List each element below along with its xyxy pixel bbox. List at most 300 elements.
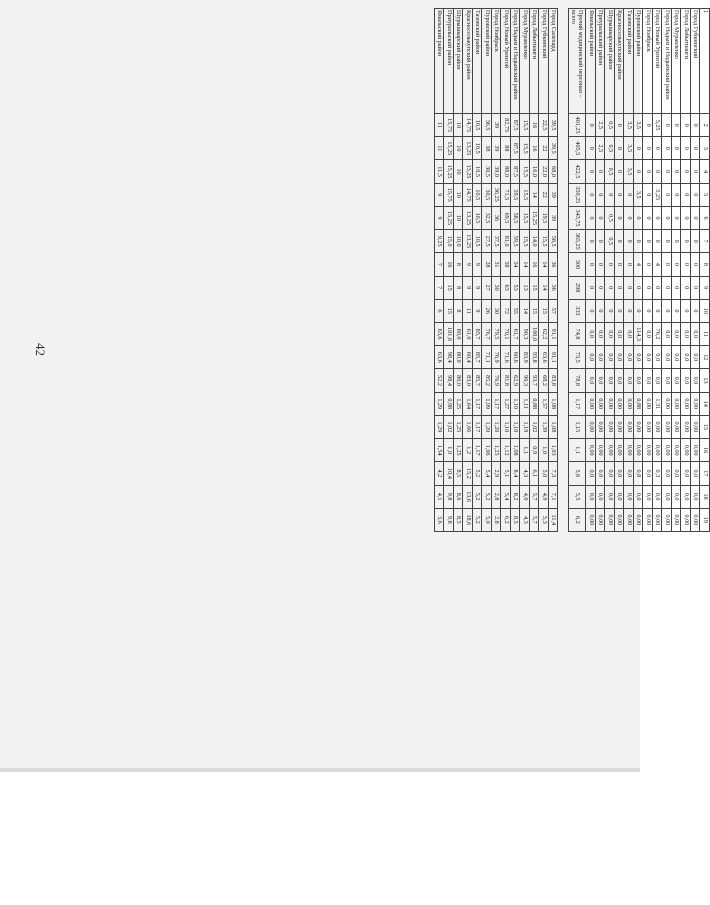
table-cell: 0,00 — [605, 415, 615, 438]
column-header: 6 — [700, 206, 710, 229]
table-cell: 10 — [454, 206, 464, 229]
table-cell: 0,0 — [586, 462, 596, 485]
table-cell: 0 — [634, 299, 644, 322]
table-cell: 15,25 — [530, 206, 540, 229]
table-cell: 0,0 — [681, 346, 691, 369]
table-cell: 0 — [634, 206, 644, 229]
table-cell: 0,00 — [596, 508, 606, 531]
table-cell: 82,75 — [501, 114, 511, 137]
table-cell: 0,0 — [643, 485, 653, 508]
table-cell: 0,0 — [586, 322, 596, 345]
table-cell: 15,0 — [444, 230, 454, 253]
table-cell: 0,00 — [605, 392, 615, 415]
table-cell: 0,0 — [586, 369, 596, 392]
table-cell: 0,0 — [643, 322, 653, 345]
row-label: Тазовский район — [624, 9, 634, 114]
column-header: 1 — [700, 9, 710, 114]
row-label: Пуровский район — [482, 9, 492, 114]
table-cell: 8,2 — [511, 485, 521, 508]
table-cell: 365,25 — [569, 230, 586, 253]
table-cell: 15,75 — [444, 114, 454, 137]
table-cell: 0 — [662, 183, 672, 206]
column-header: 17 — [700, 462, 710, 485]
table-cell: 0 — [615, 137, 625, 160]
table-cell: 0 — [691, 206, 701, 229]
table-cell: 2,5 — [596, 137, 606, 160]
table-cell: 88 — [501, 137, 511, 160]
row-label: Город Надым и Надымский район — [511, 9, 521, 114]
row-label: Приуральский район — [444, 9, 454, 114]
table-cell: 0,0 — [691, 485, 701, 508]
table-cell: 0,00 — [643, 508, 653, 531]
table-cell: 0,0 — [643, 369, 653, 392]
table-cell: 0 — [643, 253, 653, 276]
table-cell: 0,00 — [681, 439, 691, 462]
table-cell: 8 — [454, 299, 464, 322]
table-cell: 1,08 — [511, 439, 521, 462]
table-cell: 5,2 — [473, 485, 483, 508]
table-cell: 1,29 — [435, 415, 445, 438]
table-cell: 1,19 — [520, 415, 530, 438]
table-cell: 87,5 — [511, 160, 521, 183]
table-row — [549, 9, 559, 532]
row-label: Город Муравленко — [520, 9, 530, 114]
table-cell: 1,25 — [454, 439, 464, 462]
row-label: Город Лабытнанги — [681, 9, 691, 114]
table-cell: 0,0 — [615, 346, 625, 369]
table-cell: 0,5 — [605, 137, 615, 160]
table-cell: 0,0 — [596, 346, 606, 369]
table-cell: 0 — [681, 160, 691, 183]
table-cell: 0,00 — [586, 439, 596, 462]
table-cell: 3,5 — [624, 114, 634, 137]
table-cell: 0,98 — [444, 392, 454, 415]
table-cell: 0 — [596, 299, 606, 322]
column-header: 7 — [700, 230, 710, 253]
table-cell: 0 — [586, 276, 596, 299]
table-cell: 0,00 — [662, 439, 672, 462]
table-cell: 0,0 — [691, 322, 701, 345]
table-cell: 9 — [435, 183, 445, 206]
table-cell: 0 — [681, 206, 691, 229]
table-cell: 0 — [681, 183, 691, 206]
table-cell: 1,54 — [435, 439, 445, 462]
table-cell: 53 — [511, 276, 521, 299]
table-cell: 1,27 — [501, 392, 511, 415]
table-cell: 0,0 — [672, 462, 682, 485]
table-cell: 28 — [482, 253, 492, 276]
column-header: 15 — [700, 415, 710, 438]
table-cell: 15,5 — [520, 160, 530, 183]
table-cell: 0,0 — [691, 462, 701, 485]
table-row — [492, 9, 502, 532]
column-header: 5 — [700, 183, 710, 206]
table-cell: 0 — [634, 137, 644, 160]
column-header: 10 — [700, 299, 710, 322]
table-cell: 10,5 — [473, 183, 483, 206]
table-cell: 0,0 — [672, 485, 682, 508]
table-cell: 0 — [691, 183, 701, 206]
table-cell: 1,0 — [444, 439, 454, 462]
table-cell: 5,3 — [539, 508, 549, 531]
table-cell: 0,00 — [624, 392, 634, 415]
table-cell: 55 — [511, 299, 521, 322]
table-row — [691, 9, 701, 532]
table-cell: 0 — [605, 183, 615, 206]
table-cell: 0,0 — [624, 462, 634, 485]
table-cell: 15,5 — [520, 183, 530, 206]
table-cell: 0 — [653, 276, 663, 299]
table-cell: 13,25 — [463, 137, 473, 160]
table-cell: 15 — [530, 276, 540, 299]
table-cell: 59,5 — [511, 230, 521, 253]
table-cell: 4 — [653, 253, 663, 276]
table-cell: 0 — [662, 299, 672, 322]
table-cell: 0,00 — [672, 392, 682, 415]
table-cell: 0,00 — [586, 415, 596, 438]
table-cell: 0 — [615, 206, 625, 229]
table-cell: 85,2 — [482, 369, 492, 392]
table-cell: 0,0 — [653, 346, 663, 369]
table-cell: 32,5 — [482, 206, 492, 229]
table-cell: 22,5 — [539, 114, 549, 137]
table-cell: 5,7 — [530, 485, 540, 508]
table-cell: 39 — [549, 183, 559, 206]
table-cell: 422,5 — [569, 160, 586, 183]
table-cell: 9,8 — [444, 508, 454, 531]
table-cell: 0,00 — [615, 508, 625, 531]
table-cell: 38 — [482, 137, 492, 160]
table-cell: 39 — [492, 114, 502, 137]
table-cell: 14 — [539, 253, 549, 276]
row-label: Шурышкарский район — [454, 9, 464, 114]
table-cell: 14 — [539, 276, 549, 299]
table-cell: 8,4 — [511, 462, 521, 485]
table-cell: 0,0 — [615, 462, 625, 485]
table-cell: 93,7 — [530, 369, 540, 392]
table-cell: 401,25 — [569, 114, 586, 137]
table-cell: 81,0 — [501, 230, 511, 253]
table-cell: 2,8 — [492, 508, 502, 531]
table-cell: 14,0 — [530, 230, 540, 253]
table-cell: 0,00 — [643, 392, 653, 415]
table-cell: 39 — [492, 137, 502, 160]
table-cell: 0 — [586, 137, 596, 160]
table-cell: 58,5 — [511, 206, 521, 229]
table-cell: 13,6 — [463, 485, 473, 508]
table-cell: 0,0 — [605, 462, 615, 485]
table-cell: 1,08 — [549, 392, 559, 415]
table-cell: 8,5 — [511, 508, 521, 531]
table-cell: 27 — [482, 276, 492, 299]
table-cell: 15,5 — [520, 206, 530, 229]
table-cell: 0,00 — [672, 508, 682, 531]
table-cell: 0,00 — [634, 415, 644, 438]
table-cell: 0 — [615, 276, 625, 299]
table-cell: 0,5 — [605, 160, 615, 183]
table-cell: 19,5 — [539, 206, 549, 229]
table-cell: 30 — [492, 299, 502, 322]
table-cell: 298 — [569, 276, 586, 299]
table-cell: 0 — [586, 253, 596, 276]
table-cell: 1,20 — [482, 415, 492, 438]
table-cell: 1,57 — [539, 392, 549, 415]
column-header: 9 — [700, 276, 710, 299]
table-cell: 0,0 — [605, 346, 615, 369]
table-cell: 60,4 — [463, 346, 473, 369]
table-cell: 30,5 — [482, 160, 492, 183]
row-label: Город Губкинский — [539, 9, 549, 114]
statistics-table — [434, 8, 710, 532]
table-cell: 0,0 — [662, 462, 672, 485]
table-cell: 0 — [605, 253, 615, 276]
spacer-cell — [558, 9, 569, 532]
table-row — [605, 9, 615, 532]
table-cell: 0 — [615, 160, 625, 183]
table-cell: 1,11 — [520, 392, 530, 415]
table-cell: 2,5 — [596, 114, 606, 137]
row-label: Город Салехард — [549, 9, 559, 114]
table-cell: 1,09 — [482, 392, 492, 415]
table-cell: 36 — [549, 253, 559, 276]
table-cell: 0 — [586, 183, 596, 206]
table-cell: 343,75 — [569, 206, 586, 229]
table-cell: 76,9 — [492, 346, 502, 369]
table-cell: 0,0 — [672, 346, 682, 369]
table-cell: 2,8 — [492, 485, 502, 508]
table-cell: 31 — [492, 253, 502, 276]
table-cell: 1,02 — [530, 415, 540, 438]
table-cell: 76,2 — [653, 322, 663, 345]
table-cell: 9 — [473, 253, 483, 276]
table-cell: 5,7 — [530, 508, 540, 531]
table-cell: 0 — [643, 299, 653, 322]
column-header: 4 — [700, 160, 710, 183]
table-cell: 0 — [615, 299, 625, 322]
table-cell: 10 — [454, 183, 464, 206]
table-cell: 39,0 — [492, 160, 502, 183]
table-cell: 0 — [681, 230, 691, 253]
table-cell: 100,0 — [530, 322, 540, 345]
table-cell: 0,0 — [681, 462, 691, 485]
table-cell: 10,5 — [473, 206, 483, 229]
table-cell: 0 — [691, 253, 701, 276]
row-label: Город Лабытнанги — [530, 9, 540, 114]
table-cell: 0,00 — [596, 439, 606, 462]
header-row — [700, 9, 710, 532]
table-cell: 63,6 — [539, 346, 549, 369]
table-cell: 10,0 — [454, 230, 464, 253]
table-cell: 5,2 — [473, 462, 483, 485]
column-header: 13 — [700, 369, 710, 392]
table-cell: 6 — [435, 299, 445, 322]
table-cell: 0 — [605, 299, 615, 322]
table-cell: 52,2 — [435, 369, 445, 392]
row-spacer — [558, 9, 569, 532]
table-cell: 0,0 — [624, 346, 634, 369]
table-row — [643, 9, 653, 532]
table-cell: 0,0 — [615, 369, 625, 392]
table-cell: 22 — [539, 183, 549, 206]
table-row — [501, 9, 511, 532]
table-cell: 1,29 — [435, 392, 445, 415]
table-cell: 333 — [569, 299, 586, 322]
table-cell: 9 — [463, 276, 473, 299]
table-cell: 9 — [463, 253, 473, 276]
table-cell: 0 — [672, 137, 682, 160]
table-cell: 0,0 — [624, 369, 634, 392]
table-cell: 14 — [520, 299, 530, 322]
table-cell: 63 — [501, 276, 511, 299]
table-cell: 15,75 — [444, 183, 454, 206]
table-cell: 0 — [596, 253, 606, 276]
table-cell: 15,5 — [520, 137, 530, 160]
table-cell: 0 — [596, 160, 606, 183]
table-cell: 0 — [662, 160, 672, 183]
table-cell: 7,3 — [549, 462, 559, 485]
table-cell: 16,0 — [530, 160, 540, 183]
table-row — [511, 9, 521, 532]
table-cell: 26 — [482, 299, 492, 322]
table-cell: 0,8 — [634, 462, 644, 485]
table-cell: 13,25 — [463, 230, 473, 253]
table-cell: 0,0 — [596, 462, 606, 485]
table-cell: 1,1 — [520, 439, 530, 462]
row-label: Город Ноябрьск — [643, 9, 653, 114]
table-cell: 350,25 — [569, 183, 586, 206]
table-cell: 5,25 — [653, 183, 663, 206]
table-cell: 300 — [569, 253, 586, 276]
table-cell: 3,5 — [634, 183, 644, 206]
table-cell: 10 — [454, 160, 464, 183]
table-cell: 0,0 — [672, 322, 682, 345]
table-cell: 1,64 — [463, 392, 473, 415]
table-cell: 69,5 — [501, 206, 511, 229]
table-cell: 58 — [501, 253, 511, 276]
table-cell: 0,00 — [586, 508, 596, 531]
table-body — [435, 9, 701, 532]
table-cell: 0 — [615, 230, 625, 253]
table-cell: 0 — [681, 114, 691, 137]
table-cell: 98,4 — [444, 369, 454, 392]
table-cell: 15 — [444, 276, 454, 299]
column-header: 3 — [700, 137, 710, 160]
table-cell: 0,0 — [681, 485, 691, 508]
table-cell: 0,00 — [624, 415, 634, 438]
table-cell: 7 — [435, 276, 445, 299]
table-cell: 1,66 — [463, 415, 473, 438]
table-cell: 0 — [643, 114, 653, 137]
row-label: Город Губкинский — [691, 9, 701, 114]
table-cell: 0,00 — [672, 439, 682, 462]
table-row — [463, 9, 473, 532]
table-cell: 0,00 — [615, 415, 625, 438]
table-cell: 8,5 — [454, 462, 464, 485]
table-cell: 0,00 — [615, 439, 625, 462]
table-cell: 0,0 — [681, 322, 691, 345]
table-cell: 0 — [624, 206, 634, 229]
table-cell: 0,0 — [662, 485, 672, 508]
table-cell: 10 — [454, 137, 464, 160]
table-cell: 9,8 — [444, 485, 454, 508]
table-cell: 0 — [681, 276, 691, 299]
table-cell: 14 — [530, 183, 540, 206]
table-cell: 0 — [624, 276, 634, 299]
table-cell: 83,8 — [549, 369, 559, 392]
table-cell: 0,00 — [615, 392, 625, 415]
table-cell: 36,25 — [492, 183, 502, 206]
table-cell: 0,00 — [662, 415, 672, 438]
table-cell: 37,5 — [492, 230, 502, 253]
row-label: Ямальский район — [586, 9, 596, 114]
table-cell: 0 — [624, 253, 634, 276]
table-cell: 0 — [691, 137, 701, 160]
table-cell: 9 — [435, 206, 445, 229]
table-cell: 1,25 — [492, 439, 502, 462]
table-cell: 11 — [435, 137, 445, 160]
table-cell: 36 — [549, 276, 559, 299]
table-cell: 0,0 — [691, 369, 701, 392]
table-cell: 72 — [501, 299, 511, 322]
table-cell: 0,0 — [653, 369, 663, 392]
table-cell: 0 — [624, 299, 634, 322]
table-cell: 0,00 — [596, 415, 606, 438]
table-row — [672, 9, 682, 532]
table-row — [586, 9, 596, 532]
table-wrapper — [434, 8, 710, 532]
table-cell: 13 — [520, 276, 530, 299]
table-cell: 71,1 — [482, 346, 492, 369]
table-cell: 80,0 — [454, 346, 464, 369]
table-cell: 0,00 — [643, 439, 653, 462]
table-cell: 0,0 — [653, 485, 663, 508]
table-cell: 0,00 — [681, 392, 691, 415]
table-cell: 5,5 — [569, 485, 586, 508]
table-cell: 8,5 — [454, 508, 464, 531]
table-cell: 39 — [549, 206, 559, 229]
table-cell: 114,3 — [634, 322, 644, 345]
row-label: Город Новый Уренгой — [501, 9, 511, 114]
table-cell: 10,4 — [444, 462, 454, 485]
table-cell: 1,25 — [454, 392, 464, 415]
table-cell: 0 — [681, 253, 691, 276]
table-cell: 2,9 — [492, 462, 502, 485]
table-row — [615, 9, 625, 532]
table-cell: 60,6 — [511, 346, 521, 369]
table-cell: 71,6 — [501, 346, 511, 369]
table-cell: 36,5 — [482, 114, 492, 137]
table-cell: 0,0 — [691, 346, 701, 369]
table-cell: 0,00 — [653, 439, 663, 462]
table-cell: 10,5 — [473, 114, 483, 137]
table-cell: 0 — [586, 114, 596, 137]
table-cell: 57 — [549, 299, 559, 322]
table-cell: 7,1 — [549, 485, 559, 508]
table-cell: 18,6 — [463, 508, 473, 531]
table-cell: 1,1 — [569, 439, 586, 462]
table-cell: 85,7 — [473, 369, 483, 392]
table-row — [596, 9, 606, 532]
table-cell: 4,3 — [520, 462, 530, 485]
table-cell: 1,17 — [492, 392, 502, 415]
table-cell: 0 — [615, 183, 625, 206]
row-label: Красноселькупский район — [463, 9, 473, 114]
row-label: Прочий медицинский персонал – всего — [569, 9, 586, 114]
table-cell: 15 — [530, 299, 540, 322]
table-cell: 0 — [643, 230, 653, 253]
table-cell: 0,0 — [586, 485, 596, 508]
column-header: 8 — [700, 253, 710, 276]
